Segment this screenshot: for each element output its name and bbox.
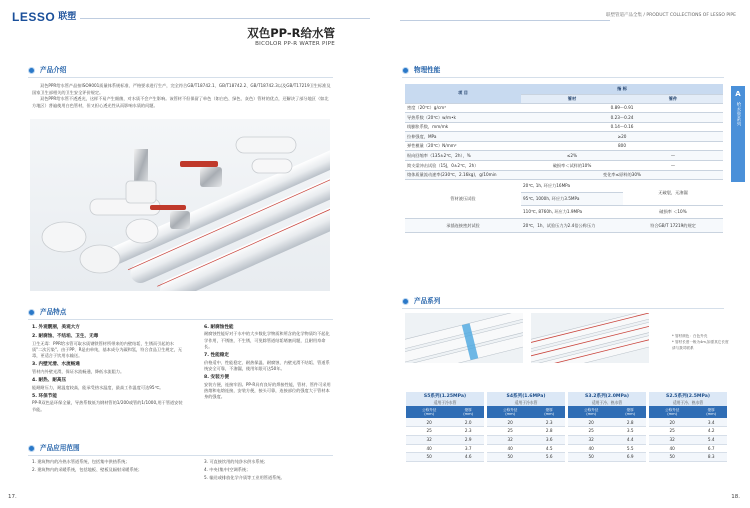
table-cell: 5.5	[614, 444, 646, 453]
table-cell: 弹性模量（20℃）N/mm²	[405, 141, 521, 151]
table-cell: 拉伸强度，MPa	[405, 132, 521, 142]
table-row	[568, 444, 646, 453]
table-cell: 3.5	[614, 427, 646, 436]
table-cell: 8.3	[695, 453, 727, 462]
table-row	[487, 418, 565, 427]
series-photo-red	[531, 313, 649, 363]
series-table-s2-5	[649, 392, 727, 462]
applications-left	[32, 458, 192, 474]
table-row	[406, 436, 484, 445]
table-cell: 纵向回缩率（135±2℃，2h），%	[405, 151, 521, 161]
application-item: 3. 可直接饮用的纯净水供水系统；	[204, 459, 268, 464]
table-row	[487, 436, 565, 445]
applications-heading	[28, 444, 80, 453]
table-row	[406, 453, 484, 462]
table-cell: 产品介绍	[40, 66, 67, 74]
table-row	[568, 427, 646, 436]
table-cell: 32	[406, 436, 452, 445]
table-row	[406, 444, 484, 453]
table-cell: 产品特点	[40, 308, 67, 316]
series-notes	[672, 334, 732, 351]
side-tab-label: 给水管系列	[735, 102, 741, 127]
section-rule	[402, 77, 724, 78]
feature-text: 耐腐蚀性能好对于水中的大多数化学物质和所含的化学物质均不起化学作用，不锈蚀，不生锈，可免除管道结垢堵塞问题，且耐用寿命长。	[204, 331, 330, 349]
table-cell: 32	[487, 436, 533, 445]
table-cell: 3.7	[452, 444, 484, 453]
table-cell: 2.8	[533, 427, 565, 436]
table-cell: 0.89～0.91	[521, 103, 723, 113]
table-cell: 50	[406, 453, 452, 462]
series-photo-blue	[405, 313, 523, 363]
table-cell: 40	[649, 444, 695, 453]
table-cell: 壁厚 (mm)	[614, 406, 646, 418]
pipes-and-fittings-image	[30, 119, 330, 291]
table-cell: 25	[406, 427, 452, 436]
table-cell: 简支梁冲击试验（15J，0±2℃，2h）	[405, 161, 521, 171]
table-cell: 20	[487, 418, 533, 427]
table-cell: 32	[568, 436, 614, 445]
table-cell: 公称外径 (mm)	[487, 406, 533, 418]
table-cell: 变化率≤原料的30%	[521, 170, 723, 180]
table-row	[649, 427, 727, 436]
table-cell: 800	[521, 141, 723, 151]
table-row	[405, 151, 723, 161]
table-cell: —	[623, 151, 723, 161]
intro-paragraph: 双色PPR给水管产品按ISO9001质量体系规标准、严格要求进行生产，完全符合GB/T18742.1、GB/T18742.2、GB/T18742.3以及GB/T17219卫生标准及国家卫生部相关的卫生安全评价规定。	[32, 83, 331, 95]
applications-right	[204, 458, 334, 482]
feature-heading: 8. 安装方便	[204, 374, 229, 380]
table-cell: S5系列(1.25MPa)	[423, 394, 467, 399]
table-cell: 2.9	[452, 436, 484, 445]
feature-text: PP-R双色是环保全量，导热系数低为钢材管的1/200或管的1/1000,用于管道安装节能。	[32, 400, 183, 412]
table-cell: 破损率＜试样的10%	[521, 161, 623, 171]
table-cell: 公称外径 (mm)	[649, 406, 695, 418]
feature-text: 卫生无毒：PPR给水管可取水质钢铁管材所带来的内壁结垢，生锈而引起的水质"二次污染"。由于PP、R是由单纯，基本成分为碳和氢，符合食品卫生规定，无毒，更适合于饮用水输送。	[32, 340, 183, 359]
product-photo	[30, 119, 330, 291]
section-rule	[28, 319, 333, 320]
table-cell: 4.4	[614, 436, 646, 445]
series-heading	[402, 297, 440, 306]
series-table-s4	[487, 392, 565, 462]
section-bullet-icon	[402, 298, 409, 305]
table-cell: 无破裂，无渗漏	[623, 180, 723, 206]
table-cell: 4.2	[695, 427, 727, 436]
table-cell: 适用于冷、热水管	[591, 400, 623, 406]
table-cell: 4.5	[533, 444, 565, 453]
section-side-tab[interactable]	[731, 86, 745, 182]
table-cell: 32	[649, 436, 695, 445]
section-rule	[402, 308, 724, 309]
table-cell: S2.5系列(2.5MPa)	[666, 394, 710, 399]
series-note: * 管材颜色：白色外壳	[672, 334, 708, 338]
table-cell: 产品应用范围	[40, 444, 80, 452]
table-row	[405, 161, 723, 171]
table-row	[649, 418, 727, 427]
section-bullet-icon	[28, 309, 35, 316]
table-cell: 2.3	[452, 427, 484, 436]
table-cell: 5.4	[695, 436, 727, 445]
feature-heading: 4. 耐热、耐高压	[32, 377, 67, 383]
table-cell: 导热系数（20℃）w/m•k	[405, 113, 521, 123]
table-row	[649, 453, 727, 462]
table-cell: 6.7	[695, 444, 727, 453]
brand-logo	[12, 9, 76, 25]
table-cell: 20℃，1h，试验压力为2.4倍公称压力	[521, 219, 623, 233]
table-row	[487, 444, 565, 453]
feature-text: 管材内外壁光滑，保证水流畅通，降低水流阻力。	[32, 369, 125, 375]
series-table-s5	[406, 392, 484, 462]
table-cell: 2.0	[452, 418, 484, 427]
features-left-column	[32, 322, 184, 413]
table-cell: 公称外径 (mm)	[568, 406, 614, 418]
table-row	[405, 219, 723, 233]
table-cell: 50	[568, 453, 614, 462]
feature-text: 安装方便，连接牢固。PP-R具有良好的焊接性能，管材、管件可采用热熔和电熔连接，安装方便，接头可靠，连接部位的强度大于管材本身的强度。	[204, 381, 331, 400]
table-row	[405, 103, 723, 113]
table-cell: 40	[568, 444, 614, 453]
header-rule-right	[400, 20, 610, 21]
table-cell: 20	[568, 418, 614, 427]
intro-text	[32, 83, 332, 109]
table-cell: 4.6	[452, 453, 484, 462]
feature-text: 价格适中、性能稳定、耐热保温、耐腐蚀、内壁光滑不结垢、管道系统安全可靠，不渗漏，使用年限可达50年。	[204, 359, 330, 371]
table-row	[568, 453, 646, 462]
table-row	[568, 418, 646, 427]
table-cell: 6.9	[614, 453, 646, 462]
table-cell: 3.4	[695, 418, 727, 427]
table-cell: 110℃, 8760h, 环应力1.9MPa	[521, 206, 623, 219]
table-cell: ≤2%	[521, 151, 623, 161]
page-number-left: 17.	[8, 494, 17, 500]
feature-text: 能耐耐压力，耐温度较高，能承受热水温度，最高工作温度可达95℃。	[32, 384, 164, 390]
table-cell: 适用于冷、热水管	[672, 400, 704, 406]
section-rule	[28, 455, 333, 456]
table-row	[405, 180, 723, 193]
table-cell: 95℃, 1000h, 环应力3.5MPa	[521, 193, 623, 206]
feature-heading: 2. 耐腐蚀、不结垢、卫生、无毒	[32, 333, 99, 339]
table-row	[568, 436, 646, 445]
table-cell: 壁厚 (mm)	[695, 406, 727, 418]
side-tab-letter: A	[735, 90, 741, 98]
brand-name: LESSO	[12, 10, 56, 24]
table-cell: S4系列(1.6MPa)	[506, 394, 546, 399]
table-cell: 40	[487, 444, 533, 453]
table-cell: 0.23～0.24	[521, 113, 723, 123]
brand-name-cn: 联塑	[58, 12, 77, 23]
application-item: 1. 建筑物内的冷热水管道系统，包括集中供热系统；	[32, 459, 130, 464]
feature-heading: 3. 内壁光滑、水流畅通	[32, 362, 80, 368]
features-heading	[28, 308, 66, 317]
table-cell: 符合GB/T 17219的规定	[623, 219, 723, 233]
table-cell: 2.3	[533, 418, 565, 427]
table-cell: 2.8	[614, 418, 646, 427]
features-right-column	[204, 322, 332, 401]
table-cell: 50	[487, 453, 533, 462]
section-bullet-icon	[28, 67, 35, 74]
series-table-s3-2	[568, 392, 646, 462]
section-bullet-icon	[28, 445, 35, 452]
feature-heading: 6. 耐腐蚀性能	[204, 324, 234, 330]
table-cell: 熔体质量流动速率(230℃，2.16kg)，g/10min	[405, 170, 521, 180]
table-row	[649, 436, 727, 445]
page-number-right: 18.	[731, 494, 740, 500]
application-item: 4. 中央(集中)空调系统；	[204, 466, 251, 472]
page-subtitle: BICOLOR PP-R WATER PIPE	[255, 41, 335, 47]
physical-properties-table	[405, 84, 723, 233]
feature-heading: 5. 环保节能	[32, 393, 57, 399]
table-cell: 50	[649, 453, 695, 462]
table-cell: 产品系列	[414, 297, 441, 305]
table-cell: 管材液压试验	[405, 180, 521, 219]
page-title: 双色PP-R给水管	[247, 26, 335, 40]
table-cell: —	[623, 161, 723, 171]
table-cell: 25	[649, 427, 695, 436]
table-cell: 壁厚 (mm)	[452, 406, 484, 418]
header-rule-left	[80, 18, 370, 19]
table-cell: 物理性能	[414, 66, 441, 74]
col-fitting: 管件	[623, 94, 723, 103]
table-row	[405, 122, 723, 132]
table-row	[405, 132, 723, 142]
table-cell: 壁厚 (mm)	[533, 406, 565, 418]
table-cell: 20℃, 1h, 环应力16MPa	[521, 180, 623, 193]
table-cell: 20	[406, 418, 452, 427]
col-pipe: 管材	[521, 94, 623, 103]
table-row	[406, 418, 484, 427]
intro-paragraph: 双色PPR给水管不透透光，这样不易产生细菌，对水质不会产生影响。该管材不但保留了单色（如白色、绿色、灰色）管材的优点，还解决了部分地区（如北方地区）普遍使用白色管材，但又担心透光性从而影响水质的问题。	[32, 96, 329, 108]
table-row	[406, 427, 484, 436]
catalog-caption: 联塑管道产品全集 / PRODUCT COLLECTIONS OF LESSO PIPE	[606, 13, 736, 18]
table-cell: ≥20	[521, 132, 723, 142]
table-cell: 密度（20℃）g/cm³	[405, 103, 521, 113]
physical-heading	[402, 66, 440, 75]
table-cell: 0.14～0.16	[521, 122, 723, 132]
table-row	[649, 444, 727, 453]
table-row	[487, 427, 565, 436]
application-item: 5. 输送或排放化学介质等工业用管道系统。	[204, 474, 285, 480]
col-item: 项 目	[405, 84, 521, 103]
table-cell: 适用于冷水管	[433, 400, 457, 406]
section-rule	[28, 77, 333, 78]
series-note: * 管材长度一般为4m,如需其它长度请与我司联系	[672, 339, 729, 350]
intro-heading	[28, 66, 66, 75]
application-item: 2. 建筑物内的采暖系统，包括地板、壁板及辐射采暖系统；	[32, 466, 143, 472]
section-bullet-icon	[402, 67, 409, 74]
feature-heading: 1. 外观靓丽，美观大方	[32, 324, 80, 330]
table-cell: 线膨胀系数，mm/mk	[405, 122, 521, 132]
table-row	[405, 113, 723, 123]
table-cell: 20	[649, 418, 695, 427]
table-cell: 公称外径 (mm)	[406, 406, 452, 418]
table-row	[405, 141, 723, 151]
table-cell: 5.6	[533, 453, 565, 462]
table-cell: 适用于冷水管	[514, 400, 538, 406]
table-cell: 25	[487, 427, 533, 436]
table-cell: 3.6	[533, 436, 565, 445]
table-cell: 破损率 ＜10%	[623, 206, 723, 219]
table-row	[487, 453, 565, 462]
table-cell: S3.2系列(2.0MPa)	[585, 394, 629, 399]
col-index: 指 标	[521, 84, 723, 94]
feature-heading: 7. 性能稳定	[204, 352, 229, 358]
table-row	[405, 170, 723, 180]
table-cell: 40	[406, 444, 452, 453]
table-cell: 承插连接密封试验	[405, 219, 521, 233]
table-cell: 25	[568, 427, 614, 436]
